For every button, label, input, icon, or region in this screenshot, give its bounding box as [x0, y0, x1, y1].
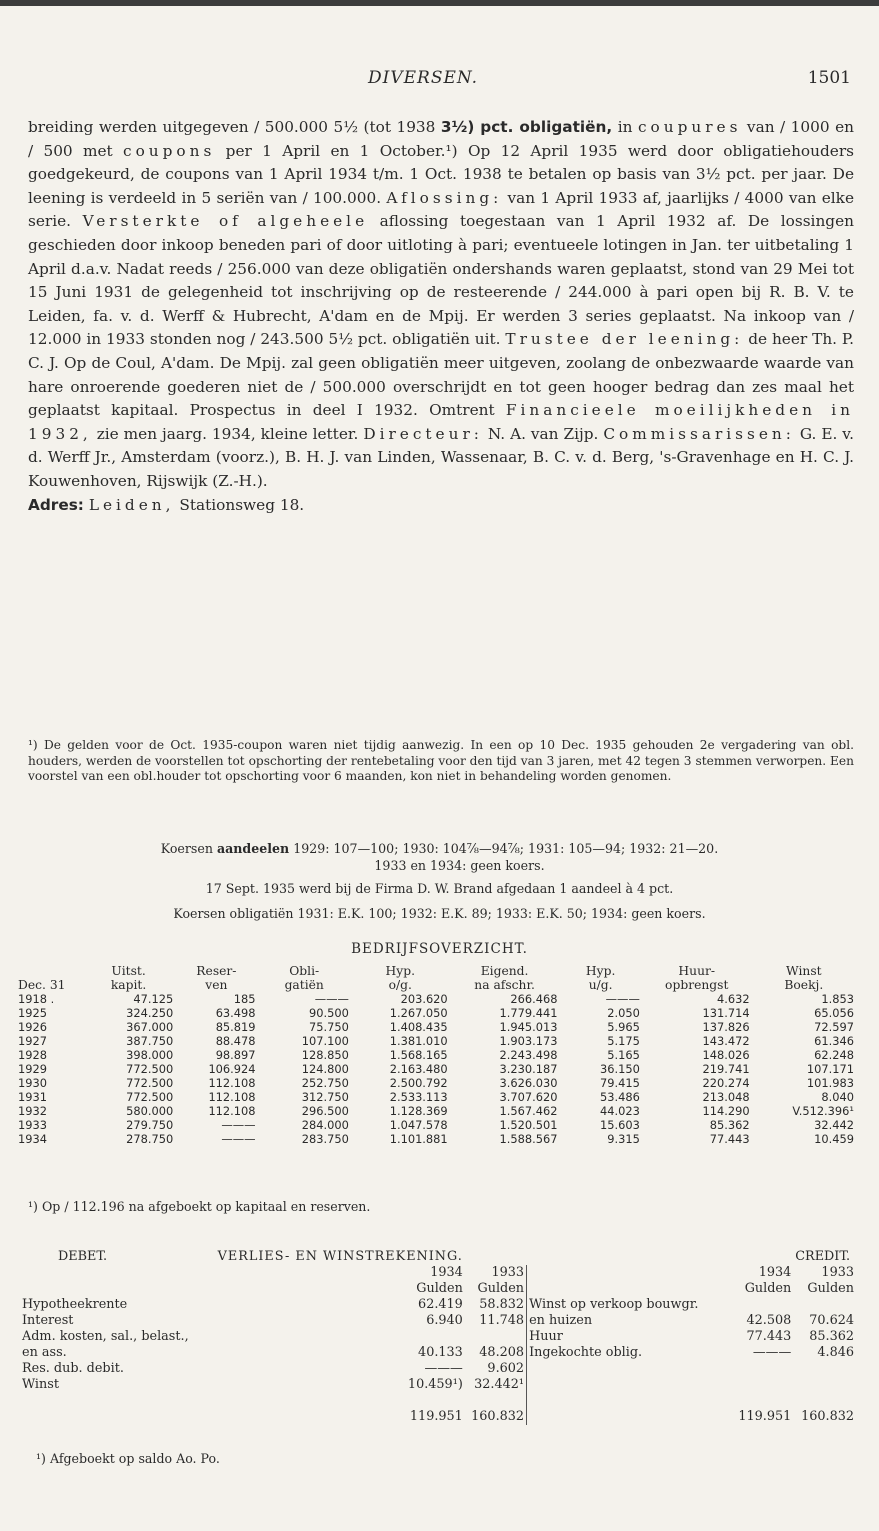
- table-cell: 77.443: [709, 1132, 750, 1146]
- table-body: [16, 992, 856, 1146]
- table-row: [16, 1132, 856, 1146]
- ledger-cell: 1933: [491, 1265, 525, 1280]
- table-cell: 1.520.501: [499, 1118, 558, 1132]
- table-cell: 90.500: [309, 1006, 349, 1020]
- ledger-cell: 58.832: [479, 1297, 525, 1312]
- koersen-values: 1929: 107—100; 1930: 104⅞—94⅞; 1931: 105—94; 1932: 21—20.: [293, 841, 719, 856]
- table-cell: 580.000: [126, 1104, 174, 1118]
- table-cell: 44.023: [599, 1104, 640, 1118]
- table-cell: 1.779.441: [499, 1006, 558, 1020]
- table-row: [16, 1006, 856, 1020]
- paragraph-run: per 1 April en 1 October.¹) Op 12 April 1935 werd door obligatiehouders goedgekeurd, de coupons van 1 April 1934 t/m. 1 Oct. 1938 te betalen op basis van 3½ pct. per jaar. De leening is verdeeld in 5 seriën van / 100.000.: [28, 141, 854, 207]
- koersen-label: Koersen: [160, 841, 213, 856]
- table-cell: 1.101.881: [389, 1132, 448, 1146]
- ledger-cell: 160.832: [471, 1409, 525, 1424]
- ledger-row: [20, 1345, 856, 1361]
- ledger-cell: 6.940: [426, 1313, 463, 1328]
- ledger-cell: Ingekochte oblig.: [527, 1345, 729, 1361]
- ledger-cell: 48.208: [479, 1345, 525, 1360]
- table-cell: 61.346: [814, 1034, 854, 1048]
- ledger-cell: [527, 1281, 729, 1297]
- table-cell: 2.050: [607, 1006, 640, 1020]
- table-row: [16, 1076, 856, 1090]
- header-row: [16, 964, 856, 978]
- ledger-cell: [20, 1265, 216, 1281]
- ledger-cell: Gulden: [807, 1281, 854, 1296]
- table-cell: 143.472: [702, 1034, 750, 1048]
- verlies-winst-table: [20, 1249, 856, 1425]
- table-cell: 1927: [18, 1034, 47, 1048]
- table-cell: 2.163.480: [389, 1062, 448, 1076]
- column-header: kapit.: [110, 978, 147, 992]
- ledger-row: [20, 1377, 856, 1393]
- overzicht-footnote: ¹) Op / 112.196 na afgeboekt op kapitaal en reserven.: [28, 1199, 371, 1214]
- table-cell: ———: [314, 992, 349, 1006]
- table-cell: V.512.396¹: [792, 1104, 854, 1118]
- koersen-aandeelen: [0, 840, 879, 857]
- ledger-cell: 32.442¹: [474, 1377, 525, 1392]
- column-header: na afschr.: [474, 978, 535, 992]
- table-cell: 324.250: [126, 1006, 174, 1020]
- ledger-cell: Winst op verkoop bouwgr.: [527, 1297, 729, 1313]
- ledger-cell: 11.748: [479, 1313, 525, 1328]
- ledger-cell: 160.832: [801, 1409, 854, 1424]
- paragraph-run: Versterkte of algeheele: [82, 212, 369, 231]
- ledger-years-row: [20, 1265, 856, 1281]
- ledger-cell: 9.602: [487, 1361, 525, 1376]
- koersen-line2: 1933 en 1934: geen koers.: [374, 858, 545, 873]
- table-cell: 278.750: [126, 1132, 174, 1146]
- running-title: DIVERSEN.: [368, 68, 479, 88]
- table-cell: 2.500.792: [389, 1076, 448, 1090]
- table-cell: 148.026: [702, 1048, 750, 1062]
- table-cell: 1932: [18, 1104, 47, 1118]
- ledger-cell: [216, 1329, 465, 1345]
- page-number: 1501: [807, 68, 851, 88]
- table-cell: 1930: [18, 1076, 47, 1090]
- table-cell: 296.500: [301, 1104, 349, 1118]
- ledger-cell: Res. dub. debit.: [22, 1361, 124, 1376]
- column-header: Hyp.: [385, 964, 415, 978]
- table-cell: 2.243.498: [499, 1048, 558, 1062]
- paragraph-run: G. E. v. d. Werff Jr., Amsterdam (voorz.), B. H. J. van Linden, Wassenaar, B. C. v. d. Berg, 's-Gravenhage en H. C. J. Kouwenhoven, Rijswijk (Z.-H.).: [28, 424, 855, 490]
- table-cell: 4.632: [717, 992, 750, 1006]
- table-cell: 36.150: [599, 1062, 640, 1076]
- ledger-cell: [729, 1393, 793, 1409]
- bedrijfsoverzicht-table: [16, 964, 856, 1146]
- table-cell: 3.230.187: [499, 1062, 558, 1076]
- table-cell: 367.000: [126, 1020, 174, 1034]
- paragraph-run: coupons: [123, 141, 216, 160]
- table-cell: 219.741: [702, 1062, 750, 1076]
- column-header: o/g.: [388, 978, 412, 992]
- table-cell: 1918 .: [18, 992, 55, 1006]
- ledger-cell: [793, 1393, 856, 1409]
- table-row: [16, 1118, 856, 1132]
- column-header: opbrengst: [665, 978, 729, 992]
- ledger-heading-row: [20, 1249, 856, 1265]
- column-header: Hyp.: [585, 964, 616, 978]
- table-cell: ———: [221, 1118, 256, 1132]
- table-row: [16, 1104, 856, 1118]
- address-city: Leiden,: [88, 495, 175, 514]
- footnote-coupon: ¹) De gelden voor de Oct. 1935-coupon waren niet tijdig aanwezig. In een op 10 Dec. 1935 gehouden 2e vergadering van obl. houders, werden de voorstellen tot opschorting der rentebetaling voor den tijd van 3 jaren, met 42 tegen 3 stemmen verworpen. Een voorstel van een obl.houder tot opschorting voor 6 maanden, kon niet in behandeling worden genomen.: [28, 738, 854, 783]
- table-cell: 47.125: [133, 992, 174, 1006]
- ledger-cell: Adm. kosten, sal., belast.,: [22, 1329, 189, 1344]
- table-cell: 1.903.173: [499, 1034, 558, 1048]
- column-header: Winst: [786, 964, 822, 978]
- table-cell: 1926: [18, 1020, 47, 1034]
- table-row: [16, 1048, 856, 1062]
- table-cell: 1.853: [821, 992, 854, 1006]
- ledger-cell: [527, 1377, 729, 1393]
- verlies-winst-body: [20, 1249, 856, 1425]
- table-cell: 75.750: [309, 1020, 349, 1034]
- address-line: [28, 494, 854, 518]
- ledger-cell: [793, 1377, 856, 1393]
- ledger-cell: Gulden: [477, 1281, 525, 1296]
- column-header: Dec. 31: [18, 978, 66, 992]
- table-cell: 137.826: [702, 1020, 750, 1034]
- table-cell: 124.800: [301, 1062, 349, 1076]
- column-header: Boekj.: [784, 978, 824, 992]
- ledger-unit-row: [20, 1281, 856, 1297]
- table-cell: 220.274: [702, 1076, 750, 1090]
- table-row: [16, 1090, 856, 1104]
- table-cell: 1.128.369: [389, 1104, 448, 1118]
- paragraph-run: Directeur:: [363, 424, 483, 443]
- table-cell: 5.175: [607, 1034, 640, 1048]
- paragraph-run: N. A. van Zijp.: [482, 424, 604, 443]
- table-cell: 772.500: [126, 1076, 174, 1090]
- ledger-cell: 62.419: [418, 1297, 463, 1312]
- ledger-cell: ———: [424, 1361, 463, 1376]
- column-header: Obli-: [289, 964, 320, 978]
- ledger-cell: VERLIES- EN WINSTREKENING.: [217, 1249, 463, 1264]
- verlies-footnote: ¹) Afgeboekt op saldo Ao. Po.: [36, 1451, 220, 1466]
- table-cell: 10.459: [814, 1132, 854, 1146]
- table-cell: 65.056: [814, 1006, 854, 1020]
- paragraph-run: Trustee der leening:: [505, 330, 744, 349]
- paragraph-run: aflossing toegestaan van 1 April 1932 af. De lossingen geschieden door inkoop beneden pari of door uitloting à pari; eventueele lotingen in Jan. ter uitbetaling 1 April d.a.v. Nadat reeds / 256.000 van deze obligatiën ondershands waren geplaatst, stond van 29 Mei tot 15 Juni 1931 de gelegenheid tot inschrijving op de resteerende / 244.000 à pari open bij R. B. V. te Leiden, fa. v. d. Werff & Hubrecht, A'dam en de Mpij. Er werden 3 series geplaatst. Na inkoop van / 12.000 in 1933 stonden nog / 243.500 5½ pct. obligatiën uit.: [28, 212, 855, 349]
- page-header: [0, 68, 879, 92]
- ledger-cell: [729, 1297, 793, 1313]
- table-cell: 72.597: [814, 1020, 854, 1034]
- ledger-cell: CREDIT.: [795, 1249, 851, 1264]
- koersen-label-bold: aandeelen: [216, 841, 290, 856]
- ledger-cell: [527, 1393, 729, 1409]
- ledger-cell: 1934: [430, 1265, 463, 1280]
- table-cell: 312.750: [301, 1090, 349, 1104]
- ledger-cell: [527, 1265, 729, 1281]
- address-street: Stationsweg 18.: [174, 495, 305, 514]
- table-cell: 85.362: [709, 1118, 750, 1132]
- table-cell: 98.897: [215, 1048, 256, 1062]
- table-cell: 185: [233, 992, 256, 1006]
- table-cell: 3.626.030: [499, 1076, 558, 1090]
- table-cell: 131.714: [702, 1006, 750, 1020]
- ledger-cell: Hypotheekrente: [22, 1297, 128, 1312]
- paragraph-run: Commissarissen:: [603, 424, 795, 443]
- paragraph-run: Aflossing:: [386, 188, 503, 207]
- table-cell: 85.819: [215, 1020, 256, 1034]
- ledger-cell: [527, 1361, 729, 1377]
- ledger-total-row: [20, 1409, 856, 1425]
- table-cell: 1.945.013: [499, 1020, 558, 1034]
- ledger-cell: [793, 1297, 856, 1313]
- table-cell: 1.567.462: [499, 1104, 558, 1118]
- koersen-line3: 17 Sept. 1935 werd bij de Firma D. W. Brand afgedaan 1 aandeel à 4 pct.: [205, 881, 674, 896]
- table-cell: 1929: [18, 1062, 47, 1076]
- table-cell: 107.100: [301, 1034, 349, 1048]
- table-cell: 1934: [18, 1132, 47, 1146]
- ledger-cell: Interest: [22, 1313, 74, 1328]
- ledger-cell: [465, 1329, 527, 1345]
- paragraph-run: de heer Th. P. C. J. Op de Coul, A'dam. De Mpij. zal geen obligatiën meer uitgeven, zoolang de onbezwaarde waarde van hare onroerende goederen niet de / 500.000 overschrijdt en tot geen hooger bedrag dan zes maal het geplaatst kapitaal. Prospectus in deel I 1932. Omtrent: [28, 330, 854, 420]
- paragraph-run: Financieele moeilijkheden in 1932,: [28, 401, 854, 443]
- column-header: [16, 964, 82, 978]
- paragraph-run: in: [612, 118, 638, 136]
- ledger-cell: 85.362: [809, 1329, 854, 1344]
- table-cell: 112.108: [208, 1076, 256, 1090]
- table-cell: 114.290: [702, 1104, 750, 1118]
- ledger-row: [20, 1361, 856, 1377]
- ledger-cell: 40.133: [418, 1345, 463, 1360]
- ledger-cell: [793, 1361, 856, 1377]
- table-cell: 387.750: [126, 1034, 174, 1048]
- ledger-cell: [729, 1377, 793, 1393]
- column-header: Uitst.: [111, 964, 146, 978]
- table-cell: 252.750: [301, 1076, 349, 1090]
- ledger-cell: 119.951: [409, 1409, 463, 1424]
- table-cell: 79.415: [599, 1076, 640, 1090]
- address-label: Adres:: [28, 495, 84, 514]
- paragraph-run: coupures: [637, 118, 742, 136]
- table-cell: 53.486: [599, 1090, 640, 1104]
- bedrijfsoverzicht-title: BEDRIJFSOVERZICHT.: [351, 941, 528, 957]
- ledger-cell: 1934: [758, 1265, 792, 1280]
- ledger-cell: [20, 1281, 216, 1297]
- table-cell: 106.924: [208, 1062, 256, 1076]
- table-cell: 772.500: [126, 1062, 174, 1076]
- paragraph-run: van / 1000 en / 500 met: [28, 118, 854, 160]
- ledger-cell: 42.508: [746, 1313, 792, 1328]
- table-cell: 9.315: [607, 1132, 640, 1146]
- table-row: [16, 1062, 856, 1076]
- header-row: [16, 978, 856, 992]
- column-header: u/g.: [588, 978, 613, 992]
- ledger-cell: [527, 1249, 729, 1265]
- table-cell: 398.000: [126, 1048, 174, 1062]
- ledger-cell: ———: [752, 1345, 792, 1360]
- table-cell: 284.000: [301, 1118, 349, 1132]
- table-cell: 2.533.113: [389, 1090, 448, 1104]
- table-cell: 1.568.165: [389, 1048, 448, 1062]
- table-cell: 107.171: [806, 1062, 854, 1076]
- paragraph-run: 3½) pct. obligatiën,: [440, 118, 613, 136]
- ledger-cell: 1933: [821, 1265, 854, 1280]
- ledger-cell: 10.459¹): [407, 1377, 463, 1392]
- table-row: [16, 1034, 856, 1048]
- paragraph-text: [28, 116, 854, 494]
- column-header: Huur-: [678, 964, 716, 978]
- ledger-cell: Winst: [22, 1377, 59, 1392]
- ledger-cell: Huur: [527, 1329, 729, 1345]
- column-header: gatiën: [284, 978, 324, 992]
- table-cell: 88.478: [215, 1034, 256, 1048]
- ledger-cell: 119.951: [738, 1409, 792, 1424]
- paragraph-run: zie men jaarg. 1934, kleine letter.: [91, 424, 364, 443]
- koersen-obligaties: Koersen obligatiën 1931: E.K. 100; 1932: E.K. 89; 1933: E.K. 50; 1934: geen koers.: [173, 906, 706, 921]
- ledger-cell: en huizen: [527, 1313, 729, 1329]
- column-header: Reser-: [196, 964, 237, 978]
- table-cell: 279.750: [126, 1118, 174, 1132]
- ledger-row: [20, 1297, 856, 1313]
- ledger-cell: Gulden: [416, 1281, 463, 1296]
- ledger-cell: [20, 1409, 216, 1425]
- table-cell: 1931: [18, 1090, 47, 1104]
- ledger-cell: [527, 1409, 729, 1425]
- ledger-cell: 70.624: [809, 1313, 854, 1328]
- table-cell: 3.707.620: [499, 1090, 558, 1104]
- table-cell: 1.267.050: [389, 1006, 448, 1020]
- ledger-cell: DEBET.: [58, 1249, 108, 1264]
- table-cell: 266.468: [510, 992, 558, 1006]
- table-cell: 283.750: [301, 1132, 349, 1146]
- table-cell: 1.408.435: [389, 1020, 448, 1034]
- ledger-row: [20, 1329, 856, 1345]
- table-cell: 1.381.010: [389, 1034, 448, 1048]
- ledger-cell: [729, 1249, 793, 1265]
- table-cell: 203.620: [400, 992, 448, 1006]
- table-row: [16, 1020, 856, 1034]
- table-header: [16, 964, 856, 992]
- ledger-cell: [465, 1249, 527, 1265]
- table-cell: ———: [605, 992, 640, 1006]
- table-cell: 112.108: [208, 1104, 256, 1118]
- table-cell: 15.603: [599, 1118, 640, 1132]
- table-cell: 772.500: [126, 1090, 174, 1104]
- table-cell: 128.850: [301, 1048, 349, 1062]
- ledger-cell: [216, 1393, 465, 1409]
- ledger-row: [20, 1313, 856, 1329]
- page-edge: [0, 0, 879, 6]
- table-cell: 5.165: [607, 1048, 640, 1062]
- table-cell: ———: [221, 1132, 256, 1146]
- ledger-spacer-row: [20, 1393, 856, 1409]
- table-cell: 1933: [18, 1118, 47, 1132]
- table-cell: 1.047.578: [389, 1118, 448, 1132]
- column-header: Eigend.: [480, 964, 529, 978]
- ledger-cell: [729, 1361, 793, 1377]
- table-cell: 62.248: [814, 1048, 854, 1062]
- table-cell: 1928: [18, 1048, 47, 1062]
- table-cell: 5.965: [607, 1020, 640, 1034]
- table-cell: 213.048: [702, 1090, 750, 1104]
- paragraph-run: van 1 April 1933 af, jaarlijks / 4000 van elke serie.: [28, 188, 854, 231]
- table-cell: 112.108: [208, 1090, 256, 1104]
- table-cell: 101.983: [806, 1076, 854, 1090]
- ledger-cell: en ass.: [22, 1345, 67, 1360]
- table-row: [16, 992, 856, 1006]
- ledger-cell: [465, 1393, 527, 1409]
- ledger-cell: Gulden: [744, 1281, 792, 1296]
- ledger-cell: 4.846: [817, 1345, 854, 1360]
- table-cell: 1925: [18, 1006, 47, 1020]
- table-cell: 8.040: [821, 1090, 854, 1104]
- main-paragraph: [28, 116, 854, 517]
- paragraph-run: breiding werden uitgegeven / 500.000 5½ (tot 1938: [28, 118, 441, 136]
- table-cell: 1.588.567: [499, 1132, 558, 1146]
- ledger-cell: 77.443: [746, 1329, 792, 1344]
- table-cell: 32.442: [814, 1118, 854, 1132]
- column-header: ven: [205, 978, 228, 992]
- table-cell: 63.498: [215, 1006, 256, 1020]
- ledger-cell: [20, 1393, 216, 1409]
